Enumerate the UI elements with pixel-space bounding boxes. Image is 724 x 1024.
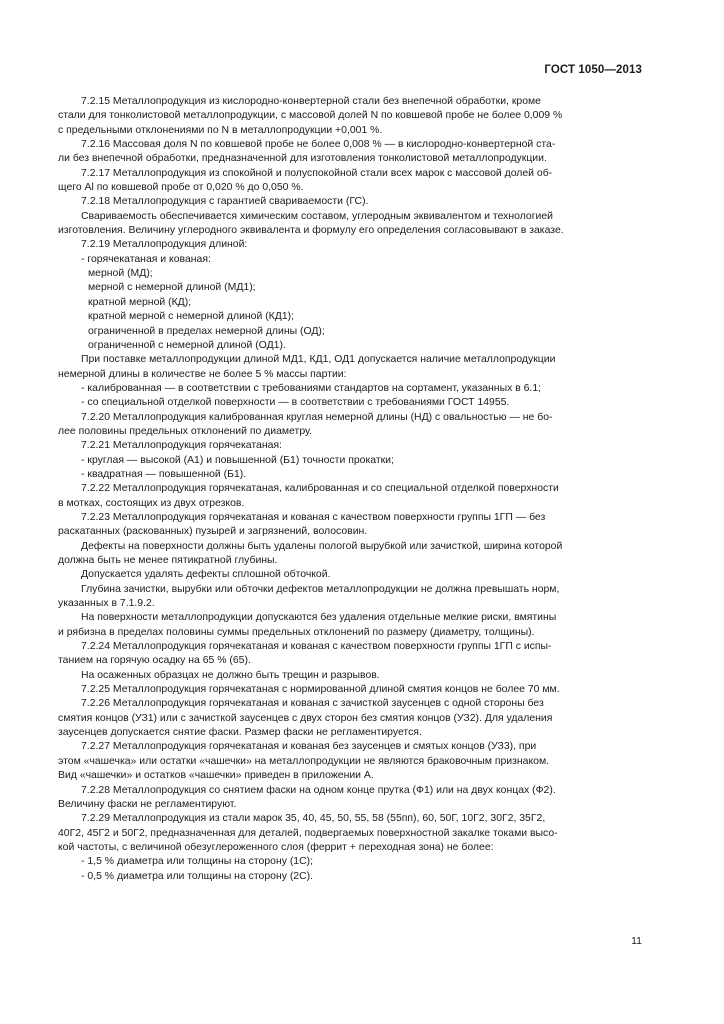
text-line: Допускается удалять дефекты сплошной обточкой. <box>81 569 331 581</box>
text-line: мерной (МД); <box>88 268 153 280</box>
text-line: 7.2.28 Металлопродукция со снятием фаски на одном конце прутка (Ф1) или на двух концах (Ф2). <box>81 784 556 796</box>
text-line: Глубина зачистки, вырубки или обточки дефектов металлопродукции не должна превышать норм, <box>81 583 560 595</box>
text-line: кратной мерной с немерной длиной (КД1); <box>88 311 294 323</box>
text-line: 7.2.18 Металлопродукция с гарантией свариваемости (ГС). <box>81 196 369 208</box>
text-line: немерной длины в количестве не более 5 % массы партии: <box>58 368 347 380</box>
text-line: 7.2.26 Металлопродукция горячекатаная и кованая с зачисткой заусенцев с одной стороны без <box>81 698 544 710</box>
text-line: 40Г2, 45Г2 и 50Г2, предназначенная для деталей, подвергаемых поверхностной закалке токами высо- <box>58 827 558 839</box>
text-line: Свариваемость обеспечивается химическим составом, углеродным эквивалентом и технологией <box>81 210 553 222</box>
text-line: должна быть не менее пятикратной глубины. <box>58 555 278 566</box>
text-line: - 1,5 % диаметра или толщины на сторону (1С); <box>81 856 314 868</box>
text-line: раскатанных (раскованных) пузырей и загрязнений, волосовин. <box>58 526 368 538</box>
text-line: кратной мерной (КД); <box>88 296 192 308</box>
text-line: и рябизна в пределах половины суммы предельных отклонений по размеру (диаметру, толщины). <box>58 626 535 638</box>
text-line: ограниченной с немерной длиной (ОД1). <box>88 339 286 351</box>
text-line: 7.2.22 Металлопродукция горячекатаная, калиброванная и со специальной отделкой поверхности <box>81 483 559 495</box>
text-line: Вид «чашечки» и остатков «чашечки» приведен в приложении А. <box>58 770 374 782</box>
text-line: изготовления. Величину углеродного эквивалента и формулу его определения согласовывают в заказе. <box>58 225 564 237</box>
page-number: 11 <box>631 935 642 947</box>
text-line: 7.2.27 Металлопродукция горячекатаная и кованая без заусенцев и смятых концов (УЗ3), при <box>81 741 537 753</box>
text-line: При поставке металлопродукции длиной МД1, КД1, ОД1 допускается наличие металлопродукции <box>81 354 556 366</box>
text-line: - квадратная — повышенной (Б1). <box>81 468 247 480</box>
text-line: этом «чашечка» или остатки «чашечки» на металлопродукции не являются браковочным признаком. <box>58 755 550 767</box>
text-line: - круглая — высокой (А1) и повышенной (Б1) точности прокатки; <box>81 454 394 466</box>
text-line: - со специальной отделкой поверхности — в соответствии с требованиями ГОСТ 14955. <box>81 397 510 409</box>
text-line: Дефекты на поверхности должны быть удалены пологой вырубкой или зачисткой, ширина которой <box>81 540 563 552</box>
text-line: указанных в 7.1.9.2. <box>58 598 155 610</box>
text-line: с предельными отклонениями по N в металлопродукции +0,001 %. <box>58 124 383 136</box>
text-line: лее половины предельных отклонений по диаметру. <box>58 425 313 437</box>
text-line: смятия концов (УЗ1) или с зачисткой заусенцев с двух сторон без смятия концов (УЗ2). Для удаления <box>58 712 553 724</box>
text-line: - калиброванная — в соответствии с требованиями стандартов на сортамент, указанных в 6.1; <box>81 382 542 394</box>
text-line: мерной с немерной длиной (МД1); <box>88 282 256 294</box>
text-line: ограниченной в пределах немерной длины (ОД); <box>88 325 325 337</box>
text-line: 7.2.19 Металлопродукция длиной: <box>81 239 248 251</box>
text-line: 7.2.21 Металлопродукция горячекатаная: <box>81 440 282 452</box>
text-line: стали для тонколистовой металлопродукции, с массовой долей N по ковшевой пробе не более 0,009 % <box>58 110 563 122</box>
text-line: 7.2.29 Металлопродукция из стали марок 35, 40, 45, 50, 55, 58 (55пп), 60, 50Г, 10Г2, 30Г2, 35Г2, <box>81 813 546 825</box>
text-line: 7.2.17 Металлопродукция из спокойной и полуспокойной стали всех марок с массовой долей об- <box>81 167 553 179</box>
text-line: 7.2.25 Металлопродукция горячекатаная с нормированной длиной смятия концов не более 70 мм. <box>81 684 560 696</box>
text-line: танием на горячую осадку на 65 % (65). <box>58 655 251 667</box>
text-line: в мотках, состоящих из двух отрезков. <box>58 497 245 509</box>
text-line: 7.2.23 Металлопродукция горячекатаная и кованая с качеством поверхности группы 1ГП — без <box>81 511 546 523</box>
text-line: заусенцев допускается снятие фаски. Размер фаски не регламентируется. <box>58 727 422 739</box>
text-line: - 0,5 % диаметра или толщины на сторону (2С). <box>81 870 314 882</box>
document-body <box>58 95 666 884</box>
text-line: 7.2.24 Металлопродукция горячекатаная и кованая с качеством поверхности группы 1ГП с испы- <box>81 641 552 653</box>
text-line: щего Al по ковшевой пробе от 0,020 % до 0,050 %. <box>58 182 304 194</box>
document-header: ГОСТ 1050—2013 <box>544 64 642 76</box>
text-line: На осаженных образцах не должно быть трещин и разрывов. <box>81 669 380 681</box>
text-line: ли без внепечной обработки, предназначенной для изготовления тонколистовой металлопродукции. <box>58 153 547 165</box>
text-line: кой частоты, с величиной обезуглероженного слоя (феррит + переходная зона) не более: <box>58 841 494 853</box>
text-line: 7.2.16 Массовая доля N по ковшевой пробе не более 0,008 % — в кислородно-конвертерной ста- <box>81 139 556 151</box>
text-line: 7.2.20 Металлопродукция калиброванная круглая немерной длины (НД) с овальностью — не бо- <box>81 411 553 423</box>
text-line: 7.2.15 Металлопродукция из кислородно-конвертерной стали без внепечной обработки, кроме <box>81 96 541 107</box>
text-line: - горячекатаная и кованая: <box>81 253 211 265</box>
text-line: Величину фаски не регламентируют. <box>58 798 237 810</box>
text-line: На поверхности металлопродукции допускаются без удаления отдельные мелкие риски, вмятины <box>81 612 557 624</box>
